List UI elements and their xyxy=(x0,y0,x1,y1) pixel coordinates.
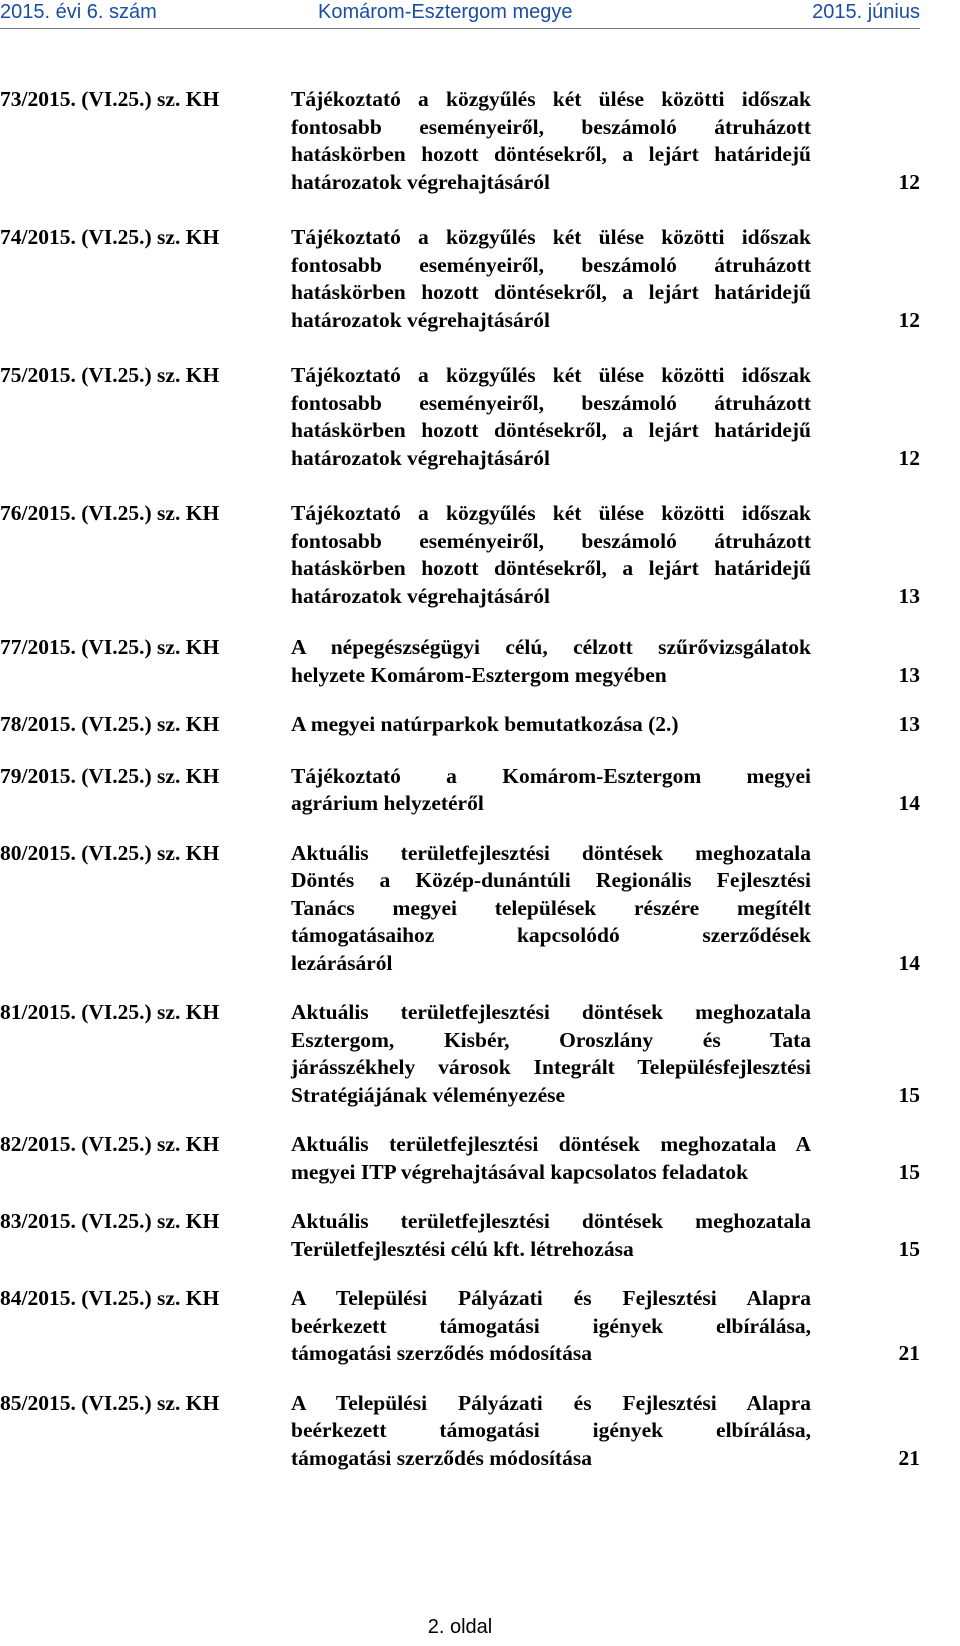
county-name: Komárom-Esztergom megye xyxy=(318,1,573,23)
page-reference: 12 xyxy=(898,307,920,332)
title-line: Döntés a Közép-dunántúli Regionális Fejlesztési xyxy=(291,868,811,892)
resolution-number: 75/2015. (VI.25.) sz. KH xyxy=(0,363,220,387)
title-line: Tájékoztató a közgyűlés két ülése közötti időszak xyxy=(291,87,811,111)
title-line: Aktuális területfejlesztési döntések meghozatala xyxy=(291,840,811,865)
resolution-title xyxy=(291,634,811,689)
toc-entry xyxy=(0,1131,920,1186)
title-line: A népegészségügyi célú, célzott szűrővizsgálatok xyxy=(291,635,811,659)
page-reference: 13 xyxy=(898,662,920,687)
title-line: helyzete Komárom-Esztergom megyében xyxy=(291,662,667,687)
page-reference: 21 xyxy=(898,1341,920,1365)
issue-date: 2015. június xyxy=(812,1,920,23)
title-line: Aktuális területfejlesztési döntések meghozatala xyxy=(291,1209,811,1233)
resolution-title xyxy=(291,1285,811,1368)
resolution-number: 79/2015. (VI.25.) sz. KH xyxy=(0,763,220,788)
resolution-title xyxy=(291,1390,811,1473)
toc-entry xyxy=(0,634,920,689)
resolution-title xyxy=(291,224,811,334)
title-line: fontosabb eseményeiről, beszámoló átruházott xyxy=(291,528,811,553)
title-line: A Települési Pályázati és Fejlesztési Alapra xyxy=(291,1390,811,1415)
toc-entry xyxy=(0,1285,920,1368)
title-line: Esztergom, Kisbér, Oroszlány és Tata xyxy=(291,1027,811,1052)
title-line: hatáskörben hozott döntésekről, a lejárt határidejű xyxy=(291,142,811,166)
title-line: támogatásaihoz kapcsolódó szerződések xyxy=(291,923,811,947)
page-number: 2. oldal xyxy=(427,1616,493,1638)
page-reference: 15 xyxy=(898,1236,920,1261)
resolution-title xyxy=(291,500,811,610)
resolution-title xyxy=(291,840,811,978)
resolution-number: 83/2015. (VI.25.) sz. KH xyxy=(0,1209,220,1233)
title-line: járásszékhely városok Integrált Településfejlesztési xyxy=(291,1055,811,1079)
resolution-title xyxy=(291,86,811,196)
title-line: agrárium helyzetéről xyxy=(291,791,484,815)
title-line: határozatok végrehajtásáról xyxy=(291,583,550,608)
resolution-number: 80/2015. (VI.25.) sz. KH xyxy=(0,840,220,865)
title-line: Tájékoztató a Komárom-Esztergom megyei xyxy=(291,763,811,788)
page-reference: 13 xyxy=(898,712,920,736)
title-line: fontosabb eseményeiről, beszámoló átruházott xyxy=(291,390,811,415)
title-line: határozatok végrehajtásáról xyxy=(291,445,550,470)
table-of-contents xyxy=(0,64,920,1472)
title-line: támogatási szerződés módosítása xyxy=(291,1445,592,1470)
title-line: Aktuális területfejlesztési döntések meghozatala A xyxy=(291,1132,811,1156)
title-line: fontosabb eseményeiről, beszámoló átruházott xyxy=(291,114,811,139)
title-line: Tanács megyei települések részére megítélt xyxy=(291,895,811,920)
title-line: A Települési Pályázati és Fejlesztési Alapra xyxy=(291,1286,811,1310)
resolution-title xyxy=(291,1131,811,1186)
resolution-number: 78/2015. (VI.25.) sz. KH xyxy=(0,712,220,736)
toc-entry xyxy=(0,500,920,610)
header-divider xyxy=(0,28,920,29)
toc-entry xyxy=(0,711,920,739)
title-line: hatáskörben hozott döntésekről, a lejárt határidejű xyxy=(291,556,811,580)
page-reference: 14 xyxy=(898,791,920,815)
resolution-number: 73/2015. (VI.25.) sz. KH xyxy=(0,87,220,111)
toc-entry xyxy=(0,999,920,1109)
title-line: Tájékoztató a közgyűlés két ülése közötti időszak xyxy=(291,501,811,525)
resolution-number: 74/2015. (VI.25.) sz. KH xyxy=(0,225,220,249)
title-line: beérkezett támogatási igények elbírálása, xyxy=(291,1313,811,1338)
toc-entry xyxy=(0,1390,920,1473)
title-line: hatáskörben hozott döntésekről, a lejárt határidejű xyxy=(291,280,811,304)
toc-entry xyxy=(0,763,920,818)
title-line: Tájékoztató a közgyűlés két ülése közötti időszak xyxy=(291,225,811,249)
title-line: fontosabb eseményeiről, beszámoló átruházott xyxy=(291,252,811,277)
title-line: támogatási szerződés módosítása xyxy=(291,1341,592,1365)
page-reference: 12 xyxy=(898,169,920,194)
toc-entry xyxy=(0,224,920,334)
page-header xyxy=(0,0,920,32)
title-line: lezárásáról xyxy=(291,950,393,975)
resolution-number: 85/2015. (VI.25.) sz. KH xyxy=(0,1390,220,1415)
toc-entry xyxy=(0,840,920,978)
toc-entry xyxy=(0,362,920,472)
title-line: határozatok végrehajtásáról xyxy=(291,307,550,332)
title-line: megyei ITP végrehajtásával kapcsolatos feladatok xyxy=(291,1159,749,1184)
page-reference: 21 xyxy=(898,1445,920,1470)
resolution-title xyxy=(291,999,811,1109)
resolution-title xyxy=(291,763,811,818)
resolution-number: 81/2015. (VI.25.) sz. KH xyxy=(0,1000,220,1024)
resolution-title xyxy=(291,711,811,739)
page-reference: 12 xyxy=(898,445,920,470)
page-reference: 15 xyxy=(898,1159,920,1184)
title-line: Aktuális területfejlesztési döntések meghozatala xyxy=(291,1000,811,1024)
toc-entry xyxy=(0,1208,920,1263)
resolution-number: 77/2015. (VI.25.) sz. KH xyxy=(0,635,220,659)
title-line: hatáskörben hozott döntésekről, a lejárt határidejű xyxy=(291,418,811,442)
resolution-number: 84/2015. (VI.25.) sz. KH xyxy=(0,1286,220,1310)
title-line: A megyei natúrparkok bemutatkozása (2.) xyxy=(291,712,679,736)
toc-entry xyxy=(0,86,920,196)
resolution-title xyxy=(291,362,811,472)
page-reference: 14 xyxy=(898,950,920,975)
title-line: Stratégiájának véleményezése xyxy=(291,1082,566,1107)
title-line: Tájékoztató a közgyűlés két ülése közötti időszak xyxy=(291,363,811,387)
page-reference: 15 xyxy=(898,1082,920,1107)
resolution-number: 82/2015. (VI.25.) sz. KH xyxy=(0,1132,220,1156)
title-line: határozatok végrehajtásáról xyxy=(291,169,550,194)
resolution-number: 76/2015. (VI.25.) sz. KH xyxy=(0,501,220,525)
title-line: beérkezett támogatási igények elbírálása, xyxy=(291,1418,811,1442)
page-reference: 13 xyxy=(898,583,920,608)
issue-number: 2015. évi 6. szám xyxy=(0,1,157,23)
resolution-title xyxy=(291,1208,811,1263)
title-line: Területfejlesztési célú kft. létrehozása xyxy=(291,1236,634,1261)
